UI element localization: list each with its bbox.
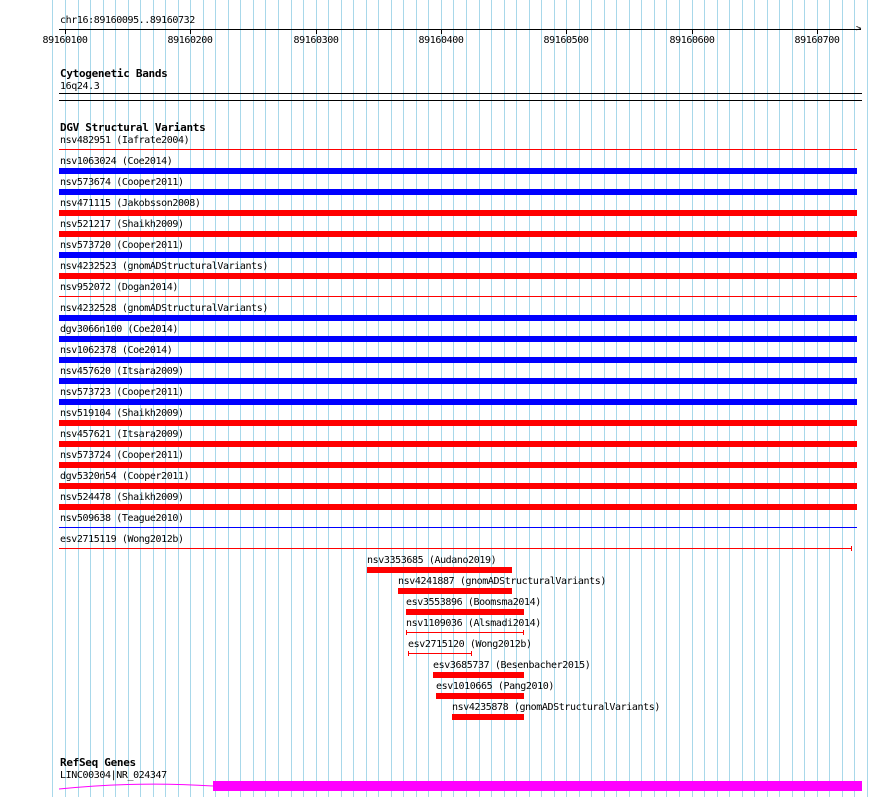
dgv-track-title[interactable]: DGV Structural Variants (60, 121, 206, 134)
variant-bar[interactable] (59, 168, 857, 174)
variant-line[interactable] (59, 149, 857, 150)
variant-bar[interactable] (452, 714, 524, 720)
variant-label[interactable]: esv3553896 (Boomsma2014) (406, 597, 541, 608)
variant-label[interactable]: esv2715119 (Wong2012b) (60, 534, 184, 545)
variant-label[interactable]: esv3685737 (Besenbacher2015) (433, 660, 591, 671)
cytoband-track-title[interactable]: Cytogenetic Bands (60, 67, 168, 80)
ruler-tick-label: 89160100 (42, 35, 88, 46)
variant-label[interactable]: nsv519104 (Shaikh2009) (60, 408, 184, 419)
variant-label[interactable]: nsv4232523 (gnomADStructuralVariants) (60, 261, 268, 272)
variant-start-tick (406, 630, 407, 635)
variant-end-tick (523, 630, 524, 635)
variant-bar[interactable] (59, 483, 857, 489)
variant-bar[interactable] (59, 210, 857, 216)
track-separator (59, 100, 862, 101)
variant-bar[interactable] (59, 189, 857, 195)
variant-label[interactable]: nsv4232528 (gnomADStructuralVariants) (60, 303, 268, 314)
variant-label[interactable]: nsv3353685 (Audano2019) (367, 555, 497, 566)
variant-start-tick (408, 651, 409, 656)
variant-label[interactable]: nsv4235878 (gnomADStructuralVariants) (452, 702, 660, 713)
variant-bar[interactable] (398, 588, 512, 594)
refseq-track-title[interactable]: RefSeq Genes (60, 756, 136, 769)
variant-label[interactable]: nsv573723 (Cooper2011) (60, 387, 184, 398)
variant-bar[interactable] (59, 378, 857, 384)
variant-line[interactable] (408, 653, 472, 654)
variant-label[interactable]: nsv1063024 (Coe2014) (60, 156, 173, 167)
ruler-tick-label: 89160400 (418, 35, 464, 46)
region-label: chr16:89160095..89160732 (60, 15, 195, 26)
variant-bar[interactable] (367, 567, 512, 573)
variant-bar[interactable] (59, 504, 857, 510)
variant-end-tick (471, 651, 472, 656)
ruler-tick-label: 89160500 (543, 35, 589, 46)
variant-bar[interactable] (59, 462, 857, 468)
variant-label[interactable]: nsv509638 (Teague2010) (60, 513, 184, 524)
ruler-tick (65, 30, 66, 34)
variant-label[interactable]: nsv1109036 (Alsmadi2014) (406, 618, 541, 629)
variant-label[interactable]: dgv3066n100 (Coe2014) (60, 324, 179, 335)
variant-bar[interactable] (59, 273, 857, 279)
ruler-tick-label: 89160700 (794, 35, 840, 46)
variant-bar[interactable] (59, 357, 857, 363)
variant-label[interactable]: nsv457620 (Itsara2009) (60, 366, 184, 377)
ruler-tick-label: 89160600 (669, 35, 715, 46)
variant-label[interactable]: nsv1062378 (Coe2014) (60, 345, 173, 356)
ruler-tick-label: 89160300 (293, 35, 339, 46)
ruler-tick-label: 89160200 (167, 35, 213, 46)
variant-bar[interactable] (59, 252, 857, 258)
variant-bar[interactable] (59, 399, 857, 405)
grid-line (867, 0, 868, 797)
ruler-tick (817, 30, 818, 34)
variant-bar[interactable] (59, 315, 857, 321)
ruler-tick (316, 30, 317, 34)
variant-label[interactable]: nsv482951 (Iafrate2004) (60, 135, 190, 146)
variant-bar[interactable] (59, 231, 857, 237)
variant-line[interactable] (59, 548, 852, 549)
variant-label[interactable]: nsv524478 (Shaikh2009) (60, 492, 184, 503)
variant-label[interactable]: esv1010665 (Pang2010) (436, 681, 555, 692)
variant-label[interactable]: nsv4241887 (gnomADStructuralVariants) (398, 576, 606, 587)
variant-label[interactable]: nsv573674 (Cooper2011) (60, 177, 184, 188)
variant-label[interactable]: dgv5320n54 (Cooper2011) (60, 471, 190, 482)
ruler-tick (566, 30, 567, 34)
variant-label[interactable]: nsv521217 (Shaikh2009) (60, 219, 184, 230)
ruler-tick (190, 30, 191, 34)
variant-line[interactable] (59, 527, 857, 528)
variant-label[interactable]: esv2715120 (Wong2012b) (408, 639, 532, 650)
cytoband-bar[interactable] (59, 93, 862, 94)
variant-label[interactable]: nsv573720 (Cooper2011) (60, 240, 184, 251)
variant-line[interactable] (59, 296, 857, 297)
ruler-tick (692, 30, 693, 34)
variant-bar[interactable] (59, 441, 857, 447)
cytoband-label[interactable]: 16q24.3 (60, 81, 100, 92)
variant-bar[interactable] (59, 420, 857, 426)
variant-line[interactable] (406, 632, 524, 633)
grid-line (52, 0, 53, 797)
variant-bar[interactable] (436, 693, 524, 699)
gene-label[interactable]: LINC00304|NR_024347 (60, 770, 167, 781)
variant-bar[interactable] (59, 336, 857, 342)
variant-bar[interactable] (406, 609, 524, 615)
variant-end-tick (851, 546, 852, 551)
variant-bar[interactable] (433, 672, 524, 678)
ruler-tick (441, 30, 442, 34)
ruler-arrow-icon: > (856, 24, 862, 34)
ruler-axis-line (59, 29, 861, 30)
variant-label[interactable]: nsv471115 (Jakobsson2008) (60, 198, 201, 209)
gene-exon-block[interactable] (213, 781, 862, 791)
variant-label[interactable]: nsv573724 (Cooper2011) (60, 450, 184, 461)
variant-label[interactable]: nsv952072 (Dogan2014) (60, 282, 179, 293)
variant-label[interactable]: nsv457621 (Itsara2009) (60, 429, 184, 440)
